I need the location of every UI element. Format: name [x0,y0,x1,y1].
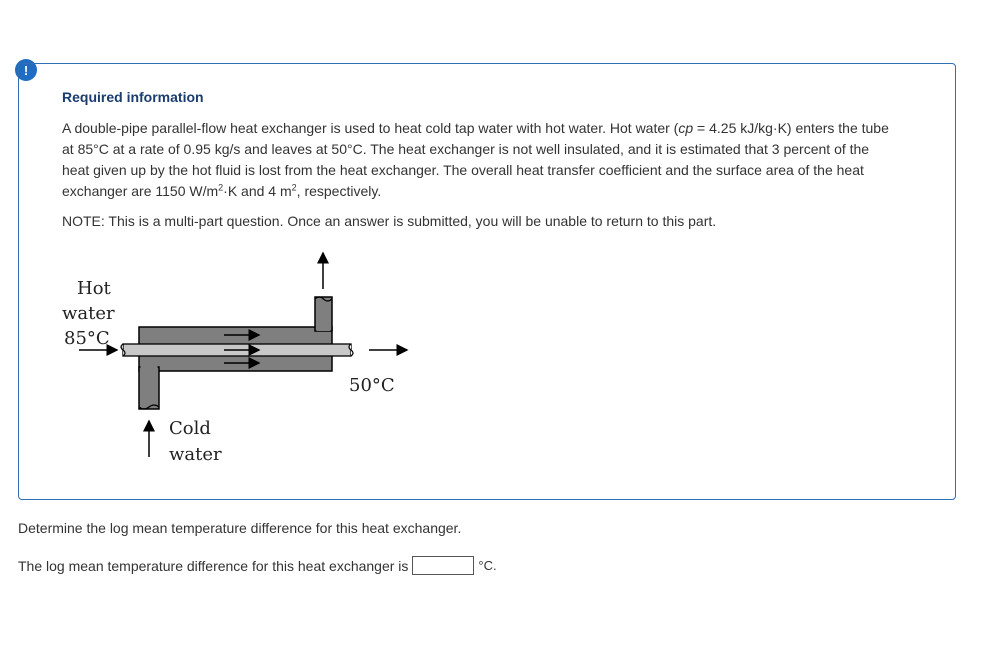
hot-outlet-temp: 50°C [349,375,395,396]
exclamation-icon: ! [15,59,37,81]
cold-label: Cold [169,418,211,439]
cold-label: water [169,444,222,465]
hot-label: water [62,303,115,324]
required-information-panel [18,63,956,500]
heat-exchanger-diagram [59,249,439,549]
answer-row [18,556,497,575]
answer-label: The log mean temperature difference for this heat exchanger is [18,557,409,574]
info-title: Required information [62,89,204,105]
question-prompt: Determine the log mean temperature difference for this heat exchanger. [18,520,462,536]
note-text: NOTE: This is a multi-part question. Once an answer is submitted, you will be unable to return to this part. [62,213,717,229]
lmtd-answer-input[interactable] [412,556,474,575]
answer-unit: °C. [478,558,497,573]
hot-label: Hot [77,278,111,299]
problem-statement: A double-pipe parallel-flow heat exchanger is used to heat cold tap water with hot water. Hot water (cp = 4.25 kJ/kg·K) enters the tube at 85°C at a rate of 0.95 kg/s and leaves at 50°C. The heat exchanger is not well insulated, and it is estimated that 3 percent of the heat given up by the hot fluid is lost from the heat exchanger. The overall heat transfer coefficient and the surface area of the heat exchanger are 1150 $W/m^2\cdot K$ and 4 $m^2$, respectively. [62,120,889,199]
hot-inlet-temp: 85°C [64,328,110,349]
cold-inlet-pipe [139,367,159,409]
